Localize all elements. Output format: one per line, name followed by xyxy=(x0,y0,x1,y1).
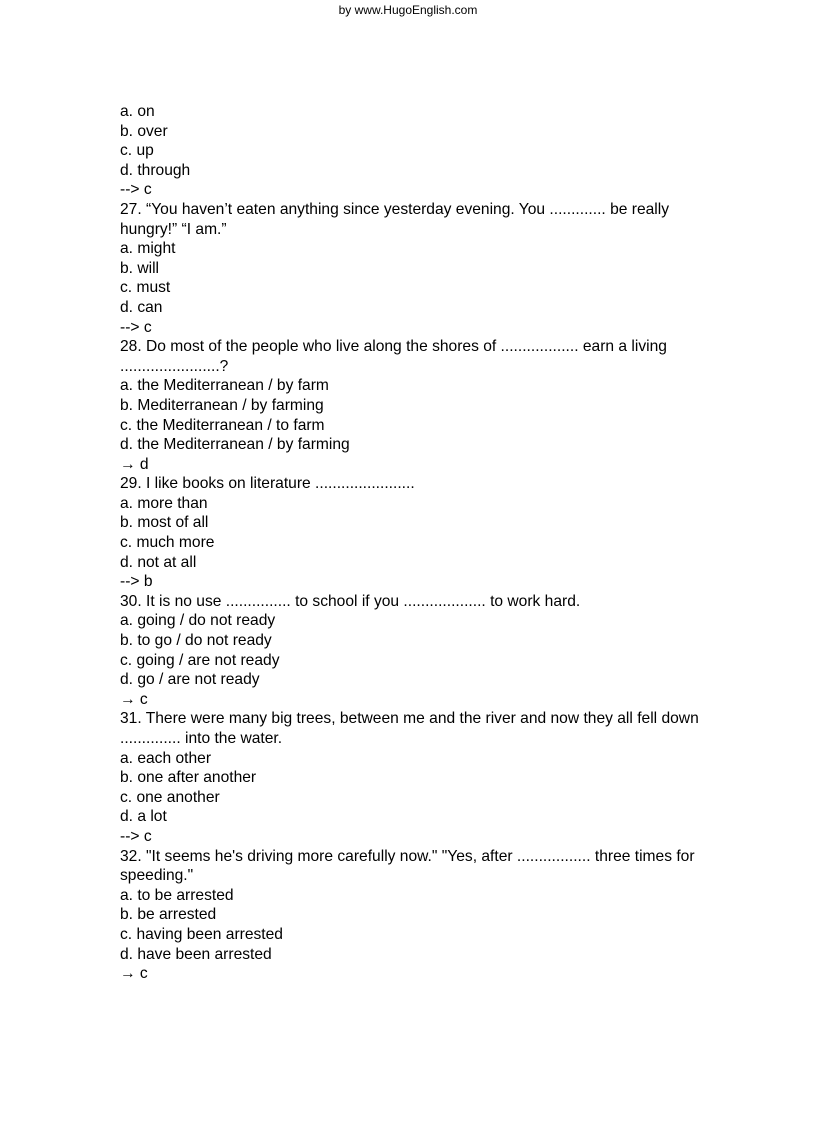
option-a: a. more than xyxy=(120,494,208,512)
question-32 xyxy=(120,847,700,984)
option-c: c. having been arrested xyxy=(120,925,283,943)
option-d: d. not at all xyxy=(120,553,197,571)
option-d: d. a lot xyxy=(120,808,167,826)
question-31 xyxy=(120,709,704,846)
option-b: b. to go / do not ready xyxy=(120,632,272,650)
question-text: 32. "It seems he's driving more carefully now." "Yes, after ................. three times for speeding." xyxy=(120,847,699,885)
answer: --> c xyxy=(120,181,152,199)
option-b: b. over xyxy=(120,122,168,140)
option-a: a. to be arrested xyxy=(120,886,234,904)
quiz-content xyxy=(120,102,704,984)
question-text: 30. It is no use ............... to school if you ................... to work hard. xyxy=(120,592,581,610)
question-text: 29. I like books on literature ....................... xyxy=(120,475,415,493)
answer: --> b xyxy=(120,573,153,591)
option-d: d. go / are not ready xyxy=(120,671,260,689)
option-d: d. can xyxy=(120,298,163,316)
option-b: b. most of all xyxy=(120,514,209,532)
option-a: a. the Mediterranean / by farm xyxy=(120,377,329,395)
question-27 xyxy=(120,200,700,337)
partial-question xyxy=(120,102,700,200)
option-c: c. must xyxy=(120,279,171,297)
question-28 xyxy=(120,337,700,474)
answer: → c xyxy=(120,965,148,983)
option-a: a. on xyxy=(120,103,155,120)
option-c: c. much more xyxy=(120,534,215,552)
question-text: 28. Do most of the people who live along the shores of .................. earn a living .......................? xyxy=(120,338,672,375)
option-c: c. going / are not ready xyxy=(120,651,280,669)
answer: → d xyxy=(120,455,149,473)
option-d: d. have been arrested xyxy=(120,945,272,963)
question-30 xyxy=(120,592,700,710)
answer: --> c xyxy=(120,318,152,336)
option-a: a. each other xyxy=(120,749,212,767)
option-c: c. the Mediterranean / to farm xyxy=(120,416,325,434)
question-text: 27. “You haven’t eaten anything since yesterday evening. You ............. be really hungry!” “I am.” xyxy=(120,200,674,238)
option-a: a. might xyxy=(120,240,176,258)
option-d: d. the Mediterranean / by farming xyxy=(120,436,350,454)
option-a: a. going / do not ready xyxy=(120,612,276,630)
option-d: d. through xyxy=(120,161,191,179)
answer: → c xyxy=(120,690,148,708)
answer: --> c xyxy=(120,827,152,845)
question-text: 31. There were many big trees, between me and the river and now they all fell down .............. into the water. xyxy=(120,710,704,747)
option-b: b. one after another xyxy=(120,769,257,787)
page-header: by www.HugoEnglish.com xyxy=(338,3,478,17)
option-b: b. will xyxy=(120,259,159,277)
option-b: b. Mediterranean / by farming xyxy=(120,396,324,414)
option-c: c. up xyxy=(120,142,154,160)
option-b: b. be arrested xyxy=(120,906,217,924)
question-29 xyxy=(120,474,700,592)
option-c: c. one another xyxy=(120,788,220,806)
